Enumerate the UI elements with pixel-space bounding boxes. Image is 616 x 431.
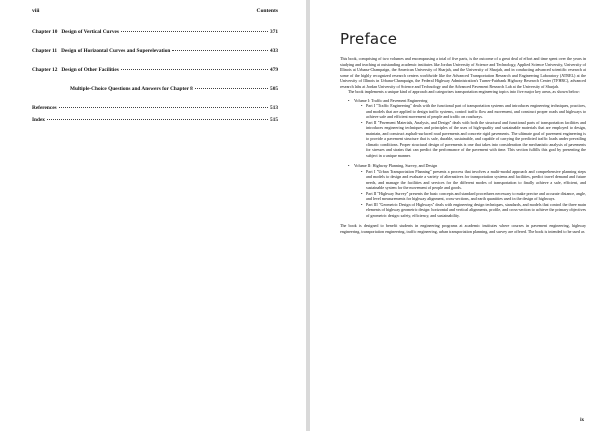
volume-list xyxy=(340,98,586,219)
running-head-label: Contents xyxy=(256,8,278,14)
part-list xyxy=(354,103,586,158)
page-folio: viii xyxy=(32,8,40,14)
toc-entry-title: References xyxy=(32,105,57,111)
volume-title: • Volume I: Traffic and Pavement Engineering xyxy=(354,98,586,104)
left-page xyxy=(0,0,306,431)
toc-page-number: 513 xyxy=(270,105,278,111)
toc-entry-title: Design of Horizontal Curves and Superelevation xyxy=(61,48,171,54)
part-item: • Part II "Highway Survey" presents the basic concepts and standard procedures necessary to make precise and accurate distance, angle, and level measurements for highway alignment, cross-sections, and earth quantities used in the design of highways. xyxy=(366,191,586,202)
page-title: Preface xyxy=(340,30,398,48)
right-page xyxy=(310,0,616,431)
toc-entry-mcq[interactable] xyxy=(66,86,278,92)
toc-entry-title: Index xyxy=(32,117,45,123)
toc-leader-dots xyxy=(59,107,268,108)
toc-entry-references[interactable] xyxy=(32,105,278,111)
part-item: • Part I "Urban Transportation Planning" presents a process that involves a multi-modal approach and comprehensive planning steps and models to design and evaluate a variety of alternatives for transportation systems and facilities, predict travel demand and future needs, and manage the facilities and services for the different modes of transportation to finally achieve a safe, efficient, and sustainable system for the movement of people and goods. xyxy=(366,169,586,191)
page-folio: ix xyxy=(580,418,584,423)
toc-page-number: 479 xyxy=(270,67,278,73)
intro-paragraph: This book, comprising of two volumes and encompassing a total of five parts, is the outcome of a great deal of effort and time spent over the years in studying and teaching at outstanding academic institutes like Jordan University of Science and Technology, Applied Science University, University of Illinois at Urbana-Champaign, the American University of Sharjah, and the University of Sharjah, and in conducting advanced scientific research at some of the highly recognized research centers worldwide like the Advanced Transportation Research and Engineering Laboratory (ATREL) at the University of Illinois in Urbana-Champaign, the Federal Highway Administration's Turner-Fairbank Highway Research Center (TFHRC), advanced research labs at Jordan University of Science and Technology and the Advanced Pavement Research Lab at the University of Sharjah. xyxy=(340,56,586,89)
toc-leader-dots xyxy=(172,50,268,51)
toc-entry-chapter-11[interactable] xyxy=(32,48,278,54)
toc-page-number: 433 xyxy=(270,48,278,54)
toc-page-number: 371 xyxy=(270,29,278,35)
toc-chapter-number: Chapter 12 xyxy=(32,67,58,73)
toc-entry-title: Multiple-Choice Questions and Answers for Chapter 8 xyxy=(70,86,193,92)
part-list xyxy=(354,169,586,219)
toc-chapter-number: Chapter 10 xyxy=(32,29,58,35)
toc-leader-dots xyxy=(47,119,268,120)
part-item: • Part III "Geometric Design of Highways" deals with engineering design techniques, standards, and models that control the three main elements of highway geometric design: horizontal and vertical alignments, profile, and cross-section to achieve the primary objectives of geometric design: safety, efficiency, and sustainability. xyxy=(366,202,586,219)
closing-paragraph: The book is designed to benefit students in engineering programs at academic institutes where courses in pavement engineering, highway engineering, transportation engineering, traffic engineering, urban transportation planning, and survey are offered. The book is intended to be used as xyxy=(340,223,586,234)
volume-item xyxy=(354,98,586,159)
part-item: • Part II "Pavement Materials, Analysis, and Design" deals with both the structural and functional parts of transportation facilities and introduces engineering techniques and principles of the uses of high-quality and sustainable materials that are employed to design, maintain, and construct asphalt-surfaced road pavements and concrete rigid pavements. The ultimate goal of pavement engineering is to provide a pavement structure that is safe, durable, sustainable, and capable of carrying the predicted traffic loads under prevailing climatic conditions. Proper structural design of pavements is one that takes into consideration the mechanistic analysis of pavements for stresses and strains that can predict the performance of the pavement with time. This section fulfills this goal by presenting the subject in a unique manner. xyxy=(366,120,586,159)
toc-entry-chapter-10[interactable] xyxy=(32,29,278,35)
toc-page-number: 515 xyxy=(270,117,278,123)
toc-chapter-number: Chapter 11 xyxy=(32,48,58,54)
part-item: • Part I "Traffic Engineering" deals with the functional part of transportation systems and introduces engineering techniques, practices, and models that are applied to design traffic systems, control traffic flow and movement, and construct proper roads and highways to achieve safe and efficient movement of people and traffic on roadways. xyxy=(366,103,586,120)
toc-entry-chapter-12[interactable] xyxy=(32,67,278,73)
toc-entry-title: Design of Other Facilities xyxy=(61,67,119,73)
toc-page-number: 505 xyxy=(270,86,278,92)
toc-leader-dots xyxy=(121,69,268,70)
toc-leader-dots xyxy=(121,31,268,32)
toc-leader-dots xyxy=(195,88,268,89)
toc-entry-index[interactable] xyxy=(32,117,278,123)
running-head xyxy=(32,8,278,14)
intro-paragraph-2: The book implements a unique kind of approach and categorizes transportation engineering topics into five major key areas, as shown below: xyxy=(348,89,580,94)
toc-entry-title: Design of Vertical Curves xyxy=(61,29,119,35)
volume-item xyxy=(354,163,586,218)
volume-title: • Volume II: Highway Planning, Survey, and Design xyxy=(354,163,586,169)
